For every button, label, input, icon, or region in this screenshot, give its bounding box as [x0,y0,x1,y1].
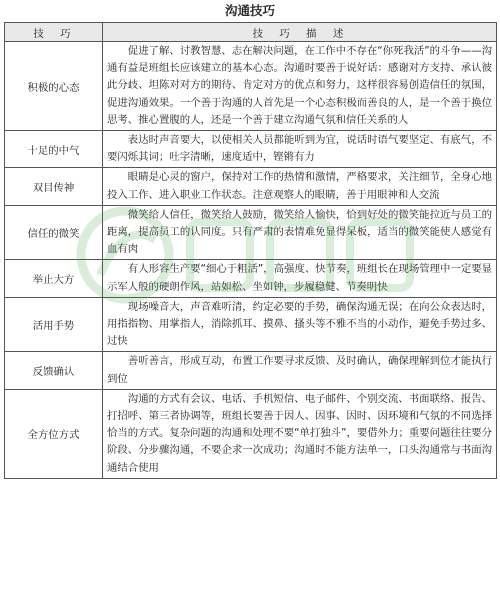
skill-name: 双目传神 [5,168,103,205]
skill-name: 全方位方式 [5,389,103,478]
page-title: 沟通技巧 [224,3,275,18]
skill-description: 眼睛是心灵的窗户，保持对工作的热情和激情，严格要求，关注细节，全身心地投入工作、进入职业工作状态。注意观察人的眼睛，善于用眼神和人交流 [103,168,497,205]
skill-description: 沟通的方式有会议、电话、手机短信、电子邮件、个别交流、书面联络、报告、打招呼、第三者协调等，班组长要善于因人、因事、因时、因环境和气氛的不同选择恰当的方式。复杂问题的沟通和处理不要“单打独斗”，要借外力；重要问题往往要分阶段、分步骤沟通，不要企求一次成功；沟通时不能方法单一，口头沟通常与书面沟通结合使用 [103,389,497,478]
header-skill: 技 巧 [5,23,103,42]
table-row [5,205,497,260]
skill-name: 举止大方 [5,260,103,297]
table-row [5,389,497,478]
skill-description: 善听善言，形成互动，布置工作要寻求反馈、及时确认，确保理解到位才能执行到位 [103,352,497,389]
table-row [5,42,497,131]
table-row [5,352,497,389]
skills-table [4,22,497,479]
table-row [5,168,497,205]
skill-name: 积极的心态 [5,42,103,131]
table-row [5,297,497,352]
skill-description: 微笑给人信任，微笑给人鼓励，微笑给人愉快，恰到好处的微笑能拉近与员工的距离，提高员工的认同度。只有严肃的表情难免显得呆板，适当的微笑能使人感觉有血有肉 [103,205,497,260]
table-row [5,131,497,168]
skill-description: 促进了解、讨教智慧、志在解决问题，在工作中不存在“你死我活”的斗争——沟通有益是班组长应该建立的基本心态。沟通时要善于说好话：感谢对方支持、承认彼此分歧、坦陈对对方的期待、肯定对方的优点和努力，这样很容易创造信任的氛围，促进沟通效果。一个善于沟通的人首先是一个心态积极而善良的人，是一个善于换位思考、推心置腹的人，还是一个善于建立沟通气氛和信任关系的人 [103,42,497,131]
document-page [4,0,496,479]
skill-description: 有人形容生产要“细心于粗活”，高强度、快节奏，班组长在现场管理中一定要显示军人般的硬朗作风，站如松、坐如钟，步履稳健、节奏明快 [103,260,497,297]
skill-name: 反馈确认 [5,352,103,389]
skill-description: 表达时声音要大，以使相关人员都能听到为宜，说话时语气要坚定、有底气，不要闪烁其词；吐字清晰，速度适中，铿锵有力 [103,131,497,168]
table-header-row [5,23,497,42]
table-row [5,260,497,297]
skill-name: 活用手势 [5,297,103,352]
skill-name: 十足的中气 [5,131,103,168]
skill-description: 现场噪音大，声音难听清，约定必要的手势，确保沟通无误；在向公众表达时，用指指物、用掌指人，消除抓耳、摸鼻、搔头等不雅不当的小动作，避免手势过多、过快 [103,297,497,352]
header-description: 技 巧 描 述 [103,23,497,42]
skill-name: 信任的微笑 [5,205,103,260]
